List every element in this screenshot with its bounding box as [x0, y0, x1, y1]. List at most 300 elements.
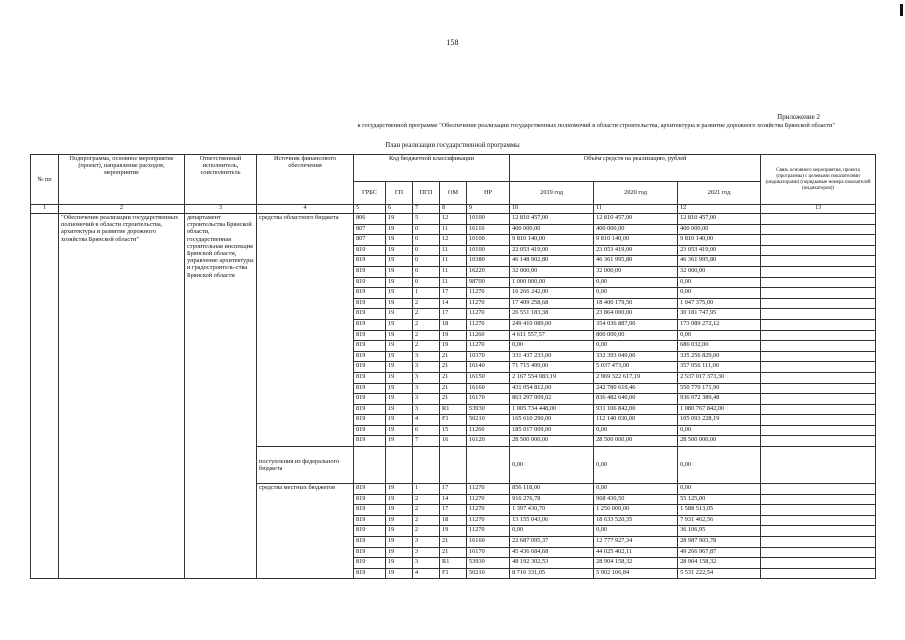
link-cell — [761, 372, 876, 383]
pgp-cell: 2 — [413, 298, 440, 309]
gp-cell: 19 — [386, 256, 413, 267]
link-cell — [761, 362, 876, 373]
header-2021: 2021 год — [678, 182, 761, 205]
value-2021-cell: 28 904 158,32 — [678, 558, 761, 569]
value-2021-cell: 0,00 — [678, 447, 761, 484]
value-2021-cell: 0,00 — [678, 288, 761, 299]
np-cell: 10100 — [467, 235, 510, 246]
value-2020-cell: 28 904 158,32 — [594, 558, 678, 569]
pgp-cell: 0 — [413, 277, 440, 288]
grbs-cell: 819 — [354, 394, 386, 405]
gp-cell: 19 — [386, 266, 413, 277]
np-cell: 11270 — [467, 494, 510, 505]
row-number-cell — [31, 214, 59, 579]
value-2021-cell: 936 072 389,48 — [678, 394, 761, 405]
program-name-cell: "Обеспечение реализации государственных полномочий в области строительства, архитектуры и развитие дорожного хозяйства Брянской области" — [59, 214, 185, 579]
om-cell: 21 — [440, 383, 467, 394]
pgp-cell: 3 — [413, 351, 440, 362]
value-2019-cell: 2 167 554 083,19 — [510, 372, 594, 383]
np-cell: 16160 — [467, 537, 510, 548]
np-cell: 11270 — [467, 341, 510, 352]
link-cell — [761, 298, 876, 309]
np-cell: 11270 — [467, 505, 510, 516]
om-cell: 11 — [440, 277, 467, 288]
grbs-cell: 819 — [354, 277, 386, 288]
om-cell: 21 — [440, 537, 467, 548]
om-cell: 11 — [440, 245, 467, 256]
value-2021-cell: 46 361 995,80 — [678, 256, 761, 267]
grbs-cell: 819 — [354, 568, 386, 579]
value-2020-cell: 931 106 842,00 — [594, 404, 678, 415]
value-2021-cell: 357 056 111,00 — [678, 362, 761, 373]
gp-cell: 19 — [386, 494, 413, 505]
link-cell — [761, 319, 876, 330]
np-cell: 11270 — [467, 484, 510, 495]
header-np: НР — [467, 182, 510, 205]
header-source: Источник финансового обеспечения — [257, 155, 354, 205]
source-cell: средства областного бюджета — [257, 214, 354, 447]
responsible-cell: департамент строительства Брянской области, государственная строительная инспекция Брянской области, управление архитектуры и градостроитель-ства Брянской области — [185, 214, 257, 579]
np-cell: 11270 — [467, 515, 510, 526]
np-cell: 11270 — [467, 526, 510, 537]
column-number: 4 — [257, 205, 354, 214]
header-pgp: ПГП — [413, 182, 440, 205]
link-cell — [761, 558, 876, 569]
np-cell: 50210 — [467, 415, 510, 426]
gp-cell: 19 — [386, 245, 413, 256]
value-2019-cell: 32 000,00 — [510, 266, 594, 277]
np-cell: 16160 — [467, 383, 510, 394]
column-number: 5 — [354, 205, 386, 214]
gp-cell: 19 — [386, 235, 413, 246]
value-2021-cell: 5 531 222,54 — [678, 568, 761, 579]
value-2020-cell: 44 025 402,11 — [594, 547, 678, 558]
value-2020-cell: 5 902 106,84 — [594, 568, 678, 579]
value-2020-cell: 9 810 140,00 — [594, 235, 678, 246]
link-cell — [761, 515, 876, 526]
gp-cell: 19 — [386, 415, 413, 426]
value-2019-cell: 400 000,00 — [510, 224, 594, 235]
value-2021-cell: 0,00 — [678, 277, 761, 288]
om-cell: 15 — [440, 425, 467, 436]
om-cell: 19 — [440, 526, 467, 537]
value-2019-cell: 13 155 043,06 — [510, 515, 594, 526]
np-cell: 53930 — [467, 404, 510, 415]
value-2019-cell: 431 054 812,00 — [510, 383, 594, 394]
gp-cell: 19 — [386, 394, 413, 405]
value-2020-cell: 354 036 887,00 — [594, 319, 678, 330]
gp-cell — [386, 447, 413, 484]
gp-cell: 19 — [386, 537, 413, 548]
value-2020-cell: 46 361 995,80 — [594, 256, 678, 267]
grbs-cell: 819 — [354, 526, 386, 537]
pgp-cell: 5 — [413, 214, 440, 225]
value-2020-cell: 242 780 619,46 — [594, 383, 678, 394]
value-2020-cell: 0,00 — [594, 341, 678, 352]
annex-label: Приложение 2 — [777, 113, 820, 121]
value-2021-cell: 49 266 967,87 — [678, 547, 761, 558]
header-num: № пп — [31, 155, 59, 205]
value-2019-cell: 22 687 095,37 — [510, 537, 594, 548]
pgp-cell: 2 — [413, 319, 440, 330]
pgp-cell: 4 — [413, 415, 440, 426]
value-2019-cell: 45 436 684,68 — [510, 547, 594, 558]
gp-cell: 19 — [386, 309, 413, 320]
om-cell: R1 — [440, 404, 467, 415]
link-cell — [761, 494, 876, 505]
table-row — [31, 214, 876, 225]
om-cell: 12 — [440, 235, 467, 246]
page-number: 158 — [446, 38, 459, 47]
value-2019-cell: 12 810 457,00 — [510, 214, 594, 225]
link-cell — [761, 404, 876, 415]
grbs-cell: 806 — [354, 214, 386, 225]
grbs-cell: 819 — [354, 558, 386, 569]
value-2021-cell: 9 810 140,00 — [678, 235, 761, 246]
np-cell: 10370 — [467, 351, 510, 362]
grbs-cell: 819 — [354, 547, 386, 558]
np-cell: 11260 — [467, 330, 510, 341]
np-cell: 50210 — [467, 568, 510, 579]
value-2019-cell: 4 611 557,57 — [510, 330, 594, 341]
np-cell: 16150 — [467, 372, 510, 383]
value-2019-cell: 48 192 302,53 — [510, 558, 594, 569]
gp-cell: 19 — [386, 526, 413, 537]
header-volume: Объём средств на реализацию, рублей — [510, 155, 761, 182]
grbs-cell: 819 — [354, 298, 386, 309]
value-2020-cell: 968 430,50 — [594, 494, 678, 505]
value-2019-cell: 16 266 242,00 — [510, 288, 594, 299]
value-2020-cell: 0,00 — [594, 484, 678, 495]
link-cell — [761, 214, 876, 225]
grbs-cell: 819 — [354, 309, 386, 320]
gp-cell: 19 — [386, 288, 413, 299]
value-2021-cell: 400 000,00 — [678, 224, 761, 235]
np-cell: 11260 — [467, 425, 510, 436]
pgp-cell: 2 — [413, 494, 440, 505]
pgp-cell: 2 — [413, 526, 440, 537]
value-2020-cell: 800 000,00 — [594, 330, 678, 341]
om-cell: 14 — [440, 494, 467, 505]
value-2021-cell: 1 588 513,05 — [678, 505, 761, 516]
om-cell: 21 — [440, 394, 467, 405]
link-cell — [761, 394, 876, 405]
grbs-cell: 819 — [354, 537, 386, 548]
grbs-cell: 819 — [354, 494, 386, 505]
om-cell: 21 — [440, 547, 467, 558]
value-2019-cell: 9 810 140,00 — [510, 235, 594, 246]
column-number: 11 — [594, 205, 678, 214]
om-cell: 11 — [440, 266, 467, 277]
column-number: 1 — [31, 205, 59, 214]
gp-cell: 19 — [386, 547, 413, 558]
pgp-cell: 0 — [413, 266, 440, 277]
om-cell: 17 — [440, 309, 467, 320]
link-cell — [761, 341, 876, 352]
np-cell: 16110 — [467, 224, 510, 235]
pgp-cell: 3 — [413, 404, 440, 415]
link-cell — [761, 436, 876, 447]
value-2020-cell: 12 810 457,00 — [594, 214, 678, 225]
grbs-cell: 819 — [354, 288, 386, 299]
gp-cell: 19 — [386, 505, 413, 516]
link-cell — [761, 447, 876, 484]
value-2019-cell: 28 500 000,00 — [510, 436, 594, 447]
value-2020-cell: 2 969 322 617,19 — [594, 372, 678, 383]
value-2020-cell: 1 256 000,00 — [594, 505, 678, 516]
pgp-cell: 0 — [413, 235, 440, 246]
pgp-cell: 3 — [413, 547, 440, 558]
column-number: 7 — [413, 205, 440, 214]
np-cell: 10100 — [467, 245, 510, 256]
value-2021-cell: 28 987 903,78 — [678, 537, 761, 548]
value-2019-cell: 0,00 — [510, 526, 594, 537]
np-cell — [467, 447, 510, 484]
pgp-cell: 3 — [413, 383, 440, 394]
grbs-cell: 819 — [354, 372, 386, 383]
value-2019-cell: 0,00 — [510, 447, 594, 484]
pgp-cell: 3 — [413, 372, 440, 383]
gp-cell: 19 — [386, 277, 413, 288]
plan-table — [30, 154, 876, 579]
value-2019-cell: 185 017 009,00 — [510, 425, 594, 436]
np-cell: 11270 — [467, 288, 510, 299]
value-2021-cell: 1 047 375,00 — [678, 298, 761, 309]
value-2019-cell: 331 437 233,00 — [510, 351, 594, 362]
gp-cell: 19 — [386, 484, 413, 495]
grbs-cell: 819 — [354, 362, 386, 373]
header-2020: 2020 год — [594, 182, 678, 205]
value-2021-cell: 7 931 462,56 — [678, 515, 761, 526]
gp-cell: 19 — [386, 351, 413, 362]
gp-cell: 19 — [386, 224, 413, 235]
pgp-cell: 3 — [413, 362, 440, 373]
om-cell: 16 — [440, 436, 467, 447]
grbs-cell: 807 — [354, 235, 386, 246]
value-2021-cell: 550 770 171,90 — [678, 383, 761, 394]
link-cell — [761, 568, 876, 579]
value-2021-cell: 0,00 — [678, 330, 761, 341]
pgp-cell: 6 — [413, 425, 440, 436]
pgp-cell: 3 — [413, 537, 440, 548]
gp-cell: 19 — [386, 558, 413, 569]
value-2020-cell: 112 140 030,00 — [594, 415, 678, 426]
om-cell: 21 — [440, 372, 467, 383]
np-cell: 11270 — [467, 309, 510, 320]
om-cell: 19 — [440, 330, 467, 341]
np-cell: 16140 — [467, 362, 510, 373]
link-cell — [761, 224, 876, 235]
gp-cell: 19 — [386, 341, 413, 352]
om-cell — [440, 447, 467, 484]
value-2019-cell: 1 000 000,00 — [510, 277, 594, 288]
grbs-cell: 819 — [354, 484, 386, 495]
link-cell — [761, 537, 876, 548]
np-cell: 16170 — [467, 394, 510, 405]
gp-cell: 19 — [386, 319, 413, 330]
value-2021-cell: 335 256 829,00 — [678, 351, 761, 362]
link-cell — [761, 505, 876, 516]
value-2020-cell: 0,00 — [594, 288, 678, 299]
column-number: 6 — [386, 205, 413, 214]
grbs-cell: 819 — [354, 351, 386, 362]
value-2019-cell: 8 716 331,05 — [510, 568, 594, 579]
pgp-cell: 0 — [413, 256, 440, 267]
grbs-cell: 819 — [354, 383, 386, 394]
link-cell — [761, 277, 876, 288]
value-2019-cell: 916 276,78 — [510, 494, 594, 505]
grbs-cell: 819 — [354, 415, 386, 426]
np-cell: 10100 — [467, 214, 510, 225]
pgp-cell: 2 — [413, 341, 440, 352]
column-number: 12 — [678, 205, 761, 214]
np-cell: 98700 — [467, 277, 510, 288]
plan-title: План реализации государственной программы — [385, 142, 520, 149]
gp-cell: 19 — [386, 372, 413, 383]
grbs-cell: 819 — [354, 515, 386, 526]
source-cell: поступления из федерального бюджета — [257, 447, 354, 484]
pgp-cell: 0 — [413, 224, 440, 235]
np-cell: 10380 — [467, 256, 510, 267]
np-cell: 53930 — [467, 558, 510, 569]
value-2020-cell: 836 482 640,00 — [594, 394, 678, 405]
link-cell — [761, 484, 876, 495]
value-2020-cell: 28 500 000,00 — [594, 436, 678, 447]
value-2019-cell: 249 410 089,00 — [510, 319, 594, 330]
om-cell: 14 — [440, 298, 467, 309]
pgp-cell: 0 — [413, 245, 440, 256]
value-2021-cell: 32 000,00 — [678, 266, 761, 277]
value-2021-cell: 0,00 — [678, 484, 761, 495]
value-2019-cell: 71 715 499,00 — [510, 362, 594, 373]
om-cell: 17 — [440, 288, 467, 299]
value-2019-cell: 46 148 902,80 — [510, 256, 594, 267]
value-2020-cell: 0,00 — [594, 447, 678, 484]
grbs-cell: 819 — [354, 341, 386, 352]
grbs-cell: 819 — [354, 436, 386, 447]
om-cell: F1 — [440, 415, 467, 426]
link-cell — [761, 256, 876, 267]
value-2020-cell: 0,00 — [594, 277, 678, 288]
column-number: 10 — [510, 205, 594, 214]
link-cell — [761, 526, 876, 537]
column-number: 9 — [467, 205, 510, 214]
pgp-cell — [413, 447, 440, 484]
header-link: Связь основного мероприятия, проекта (программы) с целевыми показателями (индикаторами) (порядковые номера показателей (индикаторов)) — [761, 155, 876, 205]
value-2021-cell: 55 125,00 — [678, 494, 761, 505]
column-numbers-row — [31, 205, 876, 214]
link-cell — [761, 415, 876, 426]
value-2019-cell: 863 297 009,02 — [510, 394, 594, 405]
grbs-cell: 819 — [354, 256, 386, 267]
value-2021-cell: 30 181 747,95 — [678, 309, 761, 320]
pgp-cell: 3 — [413, 394, 440, 405]
om-cell: R1 — [440, 558, 467, 569]
value-2019-cell: 0,00 — [510, 341, 594, 352]
header-grbs: ГРБС — [354, 182, 386, 205]
link-cell — [761, 235, 876, 246]
link-cell — [761, 288, 876, 299]
gp-cell: 19 — [386, 383, 413, 394]
header-om: ОМ — [440, 182, 467, 205]
column-number: 13 — [761, 205, 876, 214]
value-2021-cell: 173 089 272,12 — [678, 319, 761, 330]
value-2021-cell: 1 080 767 842,00 — [678, 404, 761, 415]
value-2021-cell: 2 537 017 373,30 — [678, 372, 761, 383]
pgp-cell: 2 — [413, 505, 440, 516]
value-2021-cell: 105 093 228,19 — [678, 415, 761, 426]
value-2020-cell: 32 000,00 — [594, 266, 678, 277]
pgp-cell: 2 — [413, 330, 440, 341]
value-2021-cell: 28 500 000,00 — [678, 436, 761, 447]
link-cell — [761, 330, 876, 341]
om-cell: 18 — [440, 319, 467, 330]
value-2020-cell: 18 633 520,35 — [594, 515, 678, 526]
pgp-cell: 1 — [413, 288, 440, 299]
link-cell — [761, 383, 876, 394]
link-cell — [761, 351, 876, 362]
om-cell: 17 — [440, 484, 467, 495]
grbs-cell: 819 — [354, 266, 386, 277]
gp-cell: 19 — [386, 425, 413, 436]
link-cell — [761, 309, 876, 320]
column-number: 8 — [440, 205, 467, 214]
grbs-cell — [354, 447, 386, 484]
value-2021-cell: 12 810 457,00 — [678, 214, 761, 225]
value-2020-cell: 12 777 927,34 — [594, 537, 678, 548]
column-number: 3 — [185, 205, 257, 214]
om-cell: 18 — [440, 515, 467, 526]
value-2020-cell: 18 400 179,50 — [594, 298, 678, 309]
header-budget-code: Код бюджетной классификации — [354, 155, 510, 182]
om-cell: 21 — [440, 351, 467, 362]
value-2019-cell: 17 409 258,68 — [510, 298, 594, 309]
pgp-cell: 2 — [413, 309, 440, 320]
value-2019-cell: 1 397 430,70 — [510, 505, 594, 516]
value-2019-cell: 26 551 183,38 — [510, 309, 594, 320]
gp-cell: 19 — [386, 362, 413, 373]
column-number: 2 — [59, 205, 185, 214]
om-cell: F1 — [440, 568, 467, 579]
value-2020-cell: 23 864 000,00 — [594, 309, 678, 320]
link-cell — [761, 266, 876, 277]
link-cell — [761, 547, 876, 558]
value-2021-cell: 0,00 — [678, 425, 761, 436]
grbs-cell: 819 — [354, 425, 386, 436]
value-2021-cell: 686 032,00 — [678, 341, 761, 352]
pgp-cell: 1 — [413, 484, 440, 495]
om-cell: 21 — [440, 362, 467, 373]
np-cell: 16120 — [467, 436, 510, 447]
value-2019-cell: 165 610 290,00 — [510, 415, 594, 426]
om-cell: 17 — [440, 505, 467, 516]
gp-cell: 19 — [386, 298, 413, 309]
gp-cell: 19 — [386, 515, 413, 526]
gp-cell: 19 — [386, 436, 413, 447]
pgp-cell: 2 — [413, 515, 440, 526]
grbs-cell: 819 — [354, 319, 386, 330]
header-2019: 2019 год — [510, 182, 594, 205]
value-2020-cell: 332 393 049,00 — [594, 351, 678, 362]
pgp-cell: 4 — [413, 568, 440, 579]
om-cell: 11 — [440, 224, 467, 235]
value-2020-cell: 5 037 473,00 — [594, 362, 678, 373]
gp-cell: 19 — [386, 330, 413, 341]
grbs-cell: 819 — [354, 505, 386, 516]
gp-cell: 19 — [386, 568, 413, 579]
value-2019-cell: 1 005 734 448,00 — [510, 404, 594, 415]
annex-subtitle: к государственной программе "Обеспечение реализации государственных полномочий в области строительства, архитектуры и развитие дорожного хозяйства Брянской области" — [357, 122, 835, 129]
